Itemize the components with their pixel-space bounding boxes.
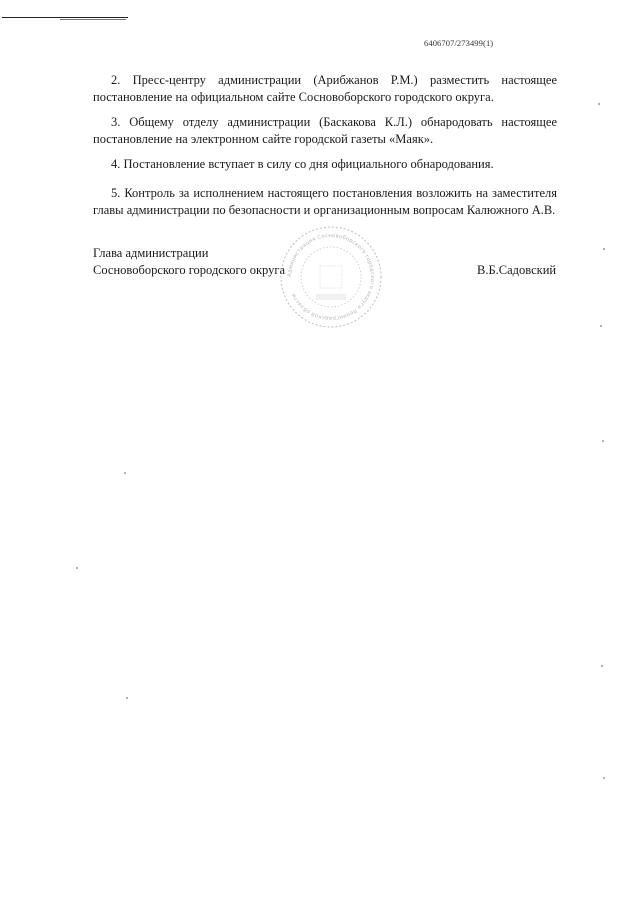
signatory-title-line-1: Глава администрации [93, 246, 209, 260]
paragraph-4-line-1: 4. Постановление вступает в силу со дня официального обнародования. [111, 157, 494, 171]
document-id: 6406707/273499(1) [424, 38, 494, 48]
signatory-title [93, 245, 285, 279]
paragraph-2-line-1: 2. Пресс-центру администрации (Арибжанов Р.М.) разместить настоящее [111, 73, 557, 87]
paragraph-2 [93, 72, 557, 106]
scan-speck [603, 248, 605, 250]
scan-speck [126, 697, 128, 699]
scan-speck [601, 665, 603, 667]
paragraph-3-continuation: постановление на электронном сайте городской газеты «Маяк». [93, 132, 434, 146]
paragraph-5-continuation: главы администрации по безопасности и организационным вопросам Калюжного А.В. [93, 203, 556, 217]
paragraph-3 [93, 114, 557, 148]
signatory-title-line-2: Сосновоборского городского округа [93, 263, 286, 277]
top-rule-secondary [60, 19, 126, 20]
paragraph-2-continuation: постановление на официальном сайте Сосновоборского городского округа. [93, 90, 494, 104]
scan-speck [598, 103, 600, 105]
round-official-seal-icon [276, 222, 386, 332]
top-rule [2, 17, 128, 18]
scan-speck [76, 567, 78, 569]
scan-speck [124, 472, 126, 474]
seal-text: Администрация Сосновоборского городского округа Ленинградской области [286, 232, 376, 322]
paragraph-5-line-1: 5. Контроль за исполнением настоящего постановления возложить на заместителя [111, 186, 557, 200]
scan-speck [602, 440, 604, 442]
signatory-name: В.Б.Садовский [477, 263, 557, 277]
svg-text:Администрация Сосновоборского [287, 233, 375, 321]
paragraph-4 [93, 156, 557, 173]
scan-speck [603, 777, 605, 779]
paragraph-5 [93, 185, 557, 219]
paragraph-3-line-1: 3. Общему отделу администрации (Баскакова К.Л.) обнародовать настоящее [111, 115, 557, 129]
scan-speck [600, 325, 602, 327]
